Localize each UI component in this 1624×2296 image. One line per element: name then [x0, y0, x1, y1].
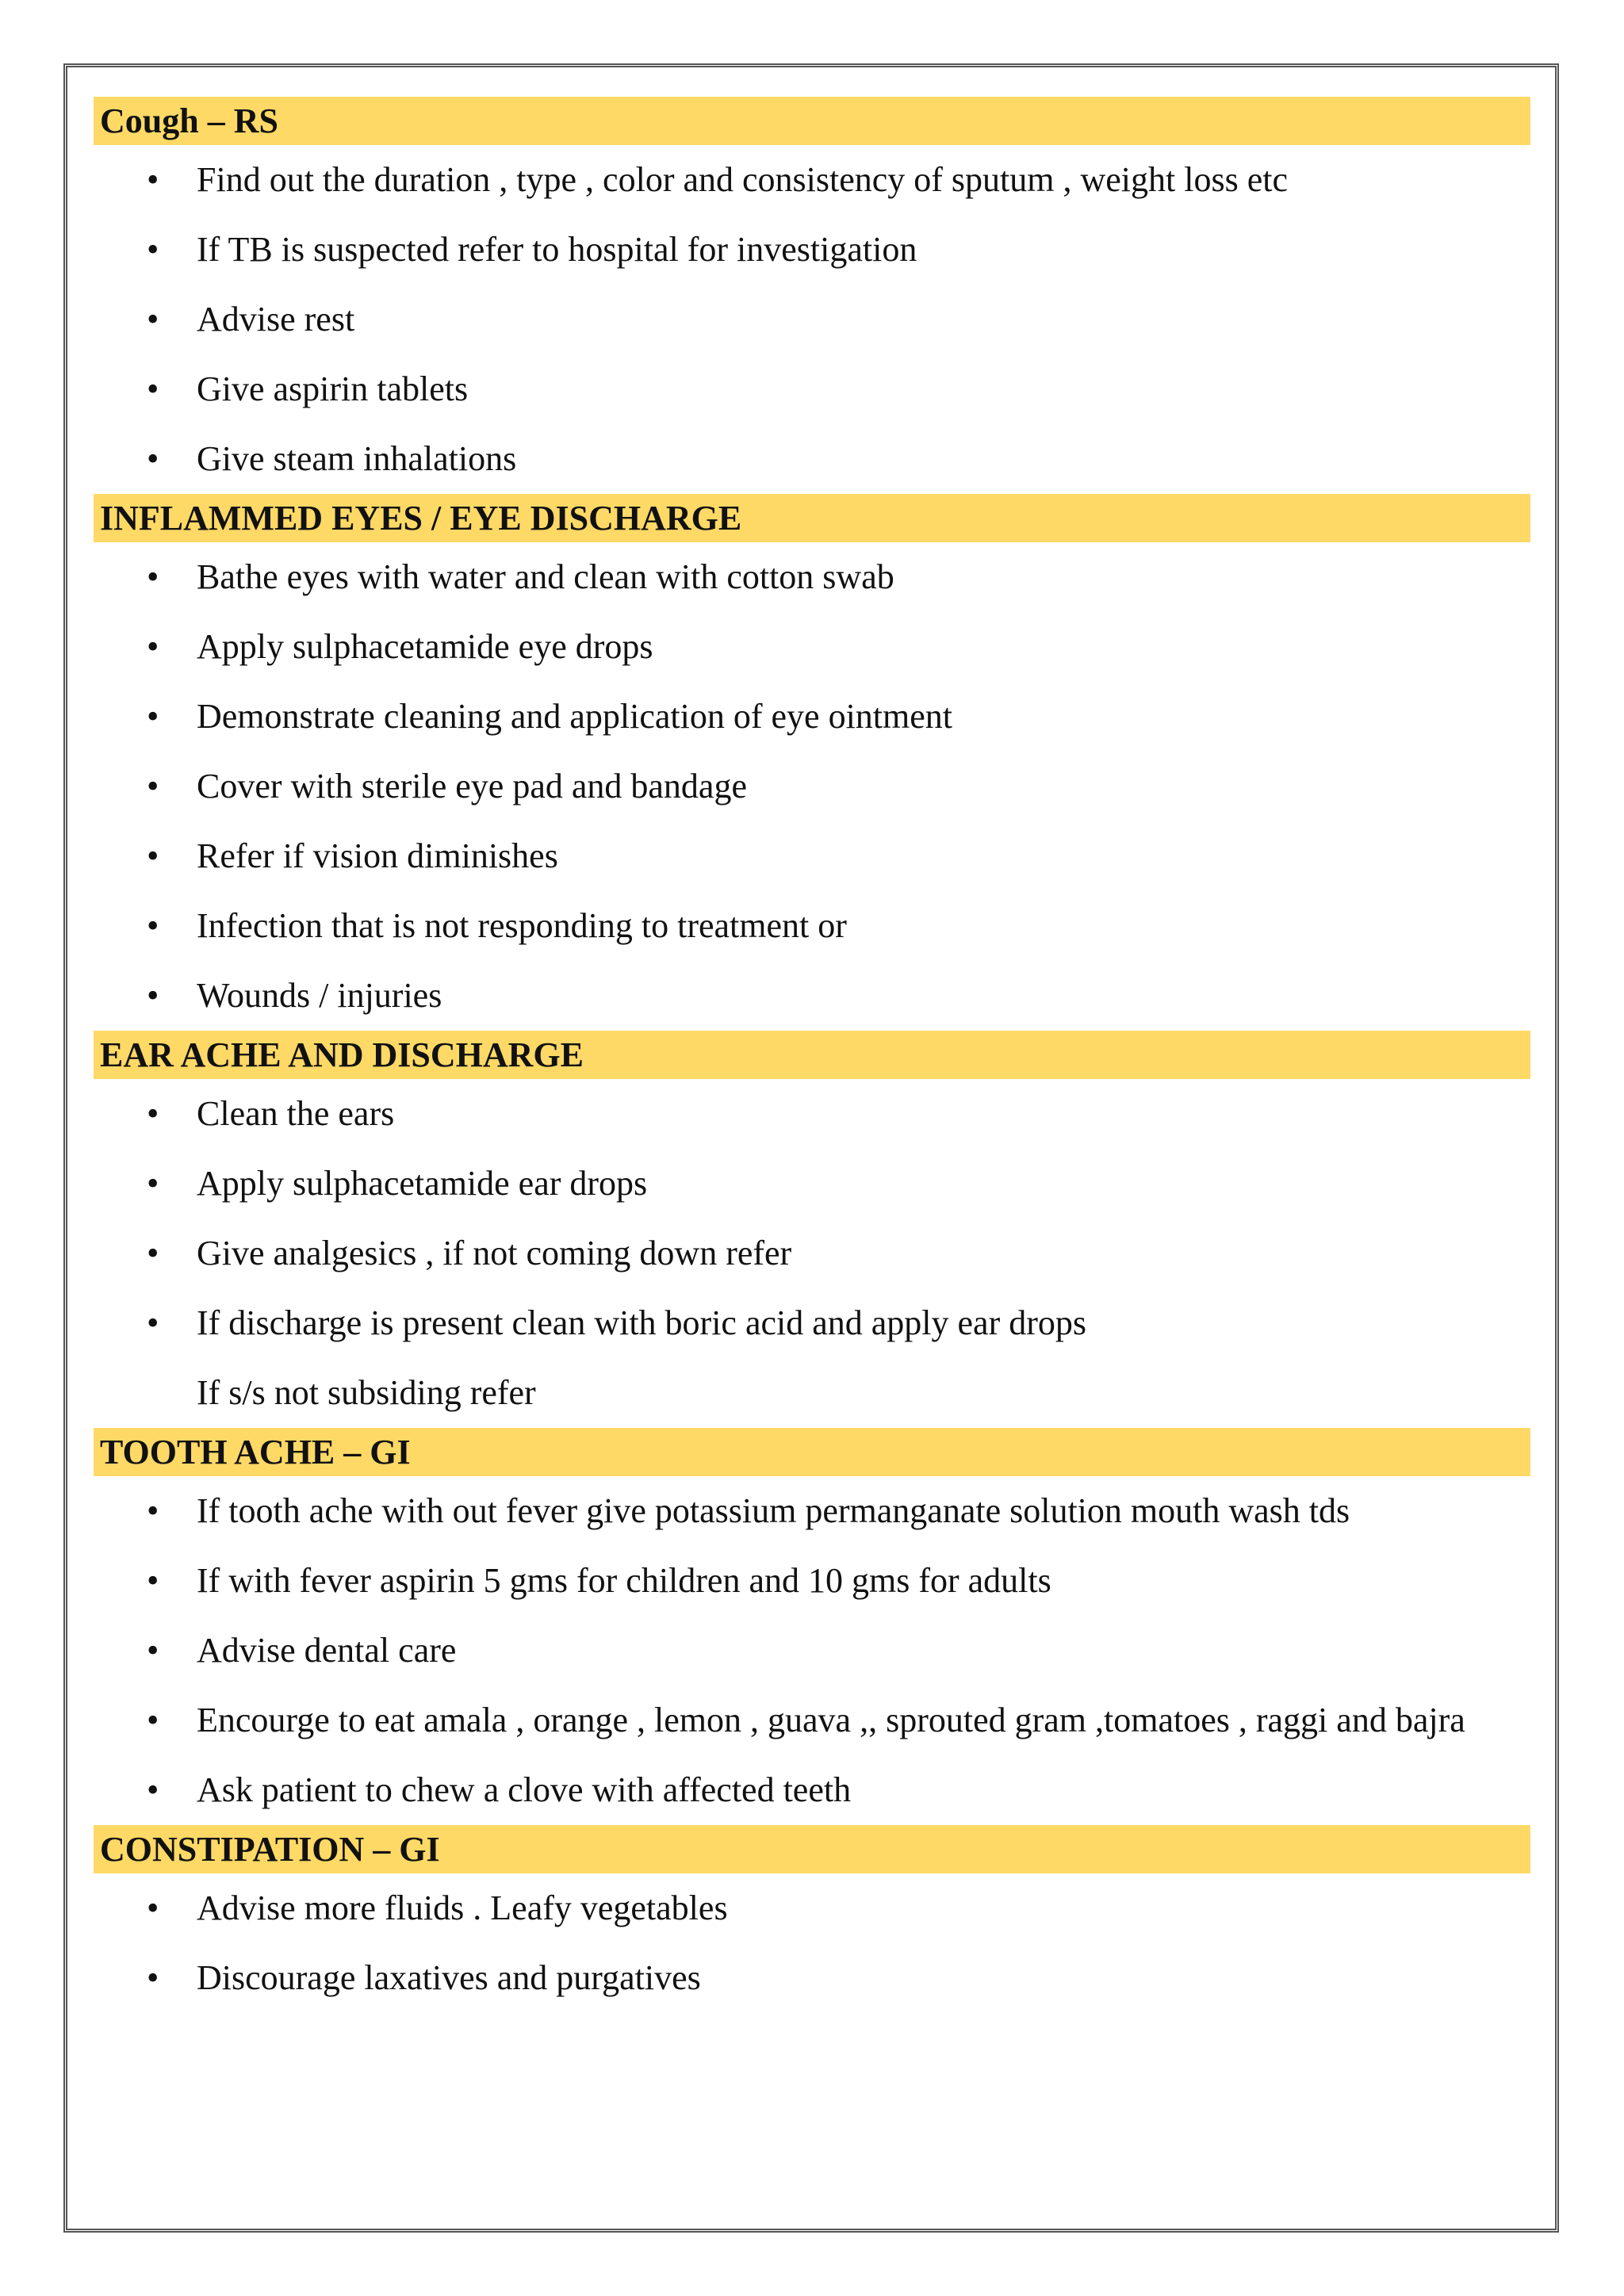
list-item: • Give analgesics , if not coming down refer [94, 1219, 1530, 1288]
document-content [94, 97, 1530, 2013]
bullet-icon: • [147, 369, 159, 408]
section-constipation [94, 1825, 1530, 2013]
bullet-icon: • [147, 836, 159, 875]
list-item: • Discourage laxatives and purgatives [94, 1943, 1530, 2013]
list-item: • Apply sulphacetamide ear drops [94, 1149, 1530, 1219]
list-item: • Clean the ears [94, 1079, 1530, 1149]
list-item: • Bathe eyes with water and clean with cotton swab [94, 542, 1530, 612]
bullet-icon: • [147, 1164, 159, 1203]
bullet-icon: • [147, 1701, 159, 1739]
list-item: • Wounds / injuries [94, 961, 1530, 1031]
bullet-list [94, 1873, 1530, 2013]
section-inflammed-eyes [94, 494, 1530, 1031]
list-item: • Advise rest [94, 285, 1530, 354]
section-heading: CONSTIPATION – GI [94, 1825, 1530, 1873]
bullet-icon: • [147, 1631, 159, 1670]
list-item: • Give steam inhalations [94, 424, 1530, 494]
section-heading: INFLAMMED EYES / EYE DISCHARGE [94, 494, 1530, 542]
bullet-icon: • [147, 767, 159, 806]
bullet-icon: • [147, 1491, 159, 1530]
list-item: • Apply sulphacetamide eye drops [94, 612, 1530, 682]
section-cough [94, 97, 1530, 494]
bullet-icon: • [147, 1234, 159, 1272]
bullet-icon: • [147, 557, 159, 596]
bullet-icon: • [147, 1561, 159, 1600]
list-item: • Cover with sterile eye pad and bandage [94, 752, 1530, 821]
section-heading: Cough – RS [94, 97, 1530, 145]
follow-up-note: If s/s not subsiding refer [197, 1373, 536, 1412]
list-item: • Advise dental care [94, 1616, 1530, 1686]
list-item: • If TB is suspected refer to hospital for investigation [94, 215, 1530, 285]
section-ear-ache [94, 1031, 1530, 1428]
bullet-icon: • [147, 627, 159, 666]
bullet-icon: • [147, 1888, 159, 1927]
list-item: • Demonstrate cleaning and application of eye ointment [94, 682, 1530, 752]
list-item: • If tooth ache with out fever give potassium permanganate solution mouth wash tds [94, 1476, 1530, 1546]
bullet-icon: • [147, 976, 159, 1015]
list-item: • Refer if vision diminishes [94, 821, 1530, 891]
bullet-icon: • [147, 906, 159, 945]
bullet-icon: • [147, 1958, 159, 1997]
bullet-icon: • [147, 160, 159, 199]
list-item: • Give aspirin tablets [94, 354, 1530, 424]
bullet-icon: • [147, 1770, 159, 1809]
bullet-icon: • [147, 1094, 159, 1133]
bullet-icon: • [147, 230, 159, 269]
bullet-list [94, 1476, 1530, 1825]
list-item: • Infection that is not responding to treatment or [94, 891, 1530, 961]
list-item: • Advise more fluids . Leafy vegetables [94, 1873, 1530, 1943]
list-item: • Encourge to eat amala , orange , lemon , guava ,, sprouted gram ,tomatoes , raggi and bajra [94, 1686, 1530, 1755]
bullet-list [94, 542, 1530, 1031]
section-tooth-ache [94, 1428, 1530, 1825]
list-item: • If discharge is present clean with boric acid and apply ear drops [94, 1288, 1530, 1358]
list-item: • Ask patient to chew a clove with affected teeth [94, 1755, 1530, 1825]
section-heading: EAR ACHE AND DISCHARGE [94, 1031, 1530, 1079]
bullet-icon: • [147, 1303, 159, 1342]
bullet-icon: • [147, 439, 159, 478]
bullet-icon: • [147, 697, 159, 736]
bullet-icon: • [147, 300, 159, 339]
bullet-list [94, 145, 1530, 494]
list-item: • If with fever aspirin 5 gms for children and 10 gms for adults [94, 1546, 1530, 1616]
section-heading: TOOTH ACHE – GI [94, 1428, 1530, 1476]
bullet-list [94, 1079, 1530, 1358]
list-item: • Find out the duration , type , color and consistency of sputum , weight loss etc [94, 145, 1530, 215]
